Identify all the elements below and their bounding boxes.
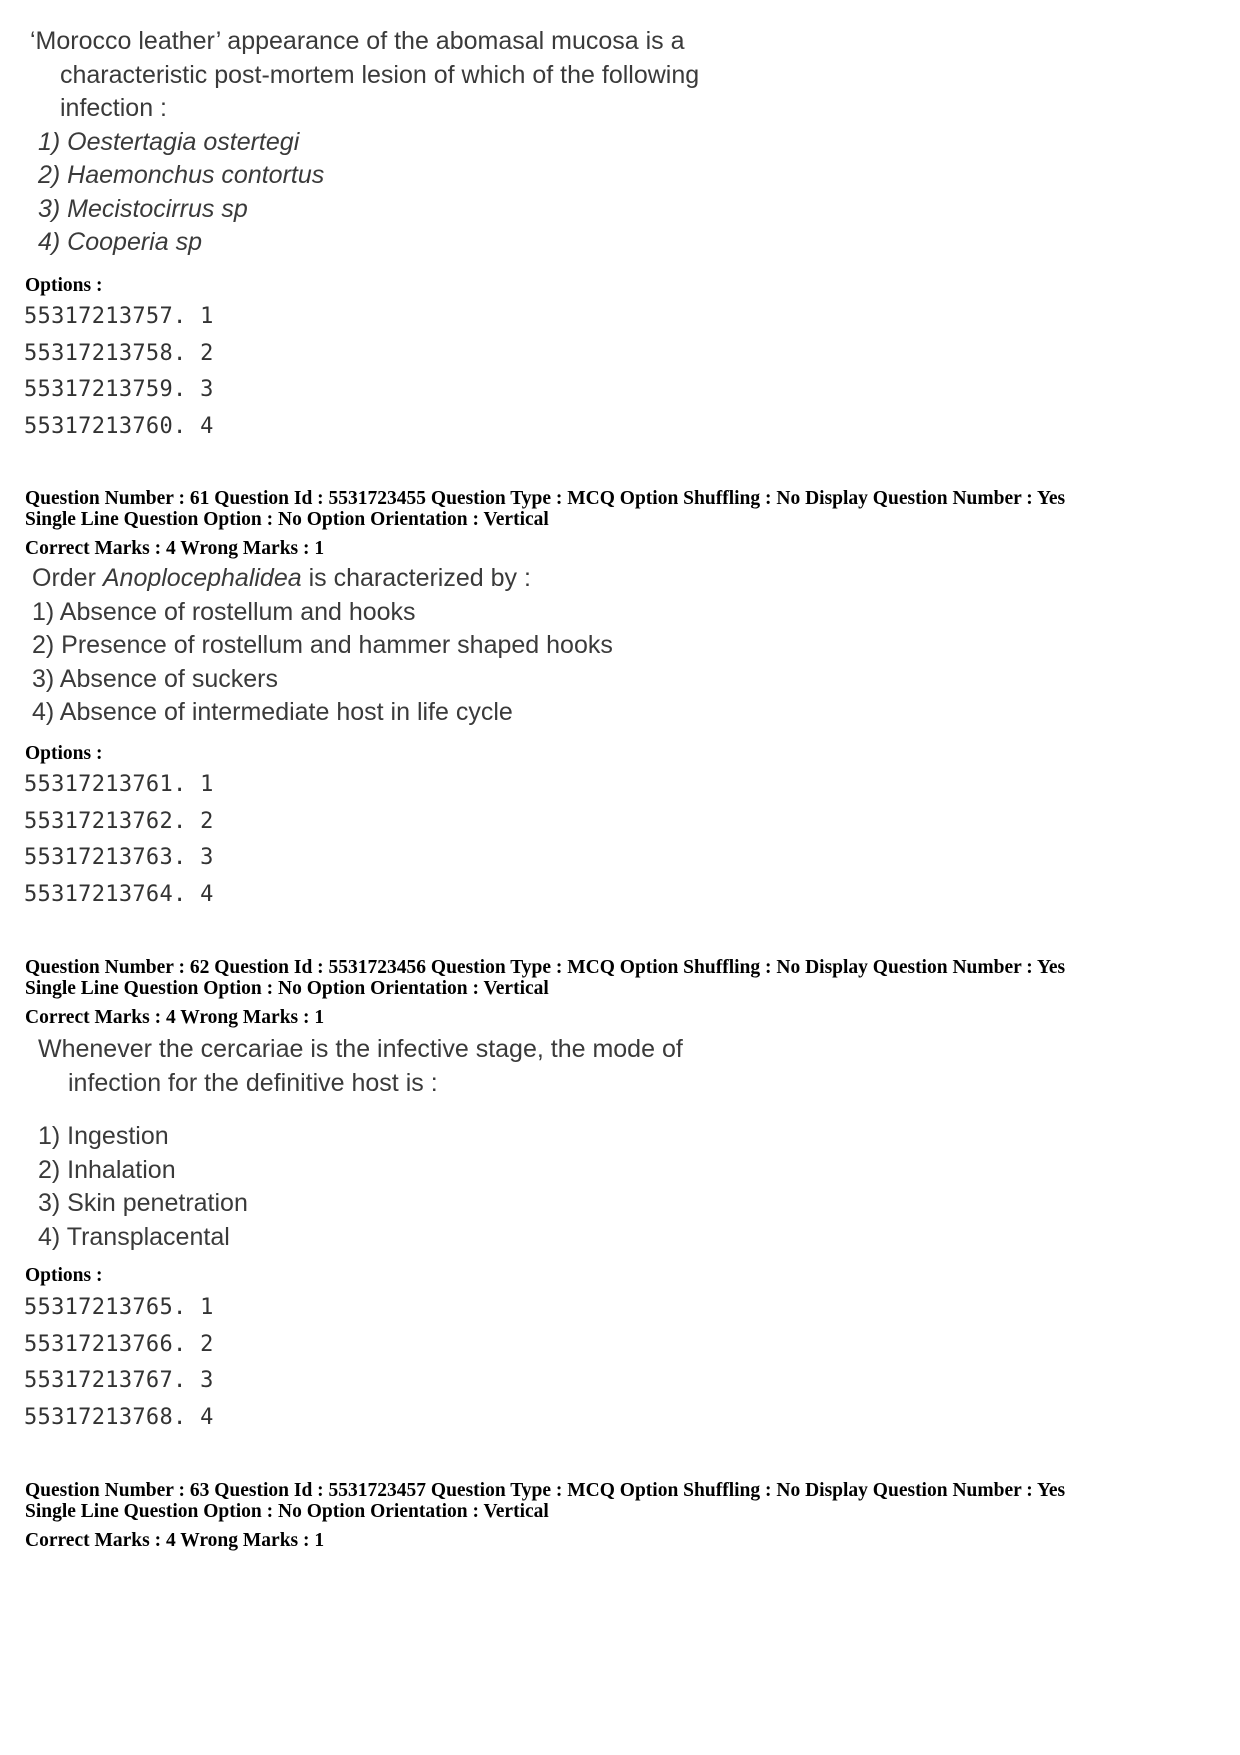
option-id-row: 55317213758. 2 [24, 340, 214, 366]
option-id-row: 55317213759. 3 [24, 377, 214, 402]
question-61-options-label: Options : [25, 743, 103, 764]
question-62-option-1: 1) Ingestion [38, 1122, 169, 1150]
option-id-row: 55317213766. 2 [24, 1331, 214, 1357]
option-id-row: 55317213764. 4 [24, 881, 214, 907]
question-61-marks: Correct Marks : 4 Wrong Marks : 1 [25, 538, 325, 559]
question-60-stem-line-2: characteristic post-mortem lesion of which of the following [60, 60, 700, 89]
question-62-option-list [38, 1120, 683, 1254]
question-61-stem-italic: Anoplocephalidea [102, 564, 302, 592]
question-61-option-1: 1) Absence of rostellum and hooks [32, 597, 416, 626]
question-62-marks: Correct Marks : 4 Wrong Marks : 1 [25, 1007, 325, 1028]
question-61-stem-prefix: Order [32, 564, 103, 592]
option-id-row: 55317213768. 4 [24, 1404, 214, 1430]
option-id-row: 55317213763. 3 [24, 845, 214, 870]
question-60-stem [30, 25, 699, 126]
question-62-meta-line-2: Single Line Question Option : No Option Orientation : Vertical [25, 978, 549, 999]
option-id-row: 55317213761. 1 [24, 772, 214, 797]
option-id-row: 55317213757. 1 [24, 304, 214, 329]
question-60-option-1: 1) Oestertagia ostertegi [38, 127, 300, 156]
question-61-stem-suffix: is characterized by : [301, 564, 531, 592]
question-61-option-ids [24, 767, 214, 913]
question-63-marks: Correct Marks : 4 Wrong Marks : 1 [25, 1530, 325, 1551]
question-60-option-3: 3) Mecistocirrus sp [38, 194, 248, 223]
question-60-option-ids [24, 299, 214, 445]
question-60-option-2: 2) Haemonchus contortus [38, 161, 325, 189]
question-61-option-3: 3) Absence of suckers [32, 664, 278, 693]
option-id-row: 55317213762. 2 [24, 808, 214, 834]
question-61-stem [32, 562, 613, 596]
question-63-meta-line-1: Question Number : 63 Question Id : 5531723457 Question Type : MCQ Option Shuffling : No Display Question Number : Yes [25, 1480, 1066, 1501]
option-id-row: 55317213765. 1 [24, 1295, 214, 1320]
question-62-options-label: Options : [25, 1265, 103, 1286]
option-id-row: 55317213760. 4 [24, 413, 214, 439]
option-id-row: 55317213767. 3 [24, 1368, 214, 1393]
question-60-option-4: 4) Cooperia sp [38, 228, 202, 256]
question-62-option-2: 2) Inhalation [38, 1155, 176, 1184]
question-62-option-4: 4) Transplacental [38, 1222, 230, 1251]
question-60-image [30, 25, 699, 260]
question-61-option-2: 2) Presence of rostellum and hammer shaped hooks [32, 631, 613, 659]
question-61-image [32, 562, 613, 730]
question-60-stem-line-1: ‘Morocco leather’ appearance of the abomasal mucosa is a [30, 27, 685, 55]
question-60-options-label: Options : [25, 275, 103, 296]
question-62-image [38, 1033, 683, 1254]
question-62-meta-line-1: Question Number : 62 Question Id : 5531723456 Question Type : MCQ Option Shuffling : No Display Question Number : Yes [25, 957, 1066, 978]
question-62-option-ids [24, 1290, 214, 1436]
question-61-meta-line-1: Question Number : 61 Question Id : 5531723455 Question Type : MCQ Option Shuffling : No Display Question Number : Yes [25, 488, 1066, 509]
question-61-meta-line-2: Single Line Question Option : No Option Orientation : Vertical [25, 509, 549, 530]
question-62-stem-line-1: Whenever the cercariae is the infective stage, the mode of [38, 1035, 683, 1063]
question-62-stem [38, 1033, 683, 1100]
question-62-option-3: 3) Skin penetration [38, 1189, 248, 1217]
question-62-stem-line-2: infection for the definitive host is : [68, 1068, 438, 1097]
question-63-meta-line-2: Single Line Question Option : No Option Orientation : Vertical [25, 1501, 549, 1522]
question-61-option-4: 4) Absence of intermediate host in life cycle [32, 698, 513, 726]
question-60-option-list [30, 126, 699, 260]
question-61-option-list [32, 596, 613, 730]
question-60-stem-line-3: infection : [60, 94, 168, 122]
